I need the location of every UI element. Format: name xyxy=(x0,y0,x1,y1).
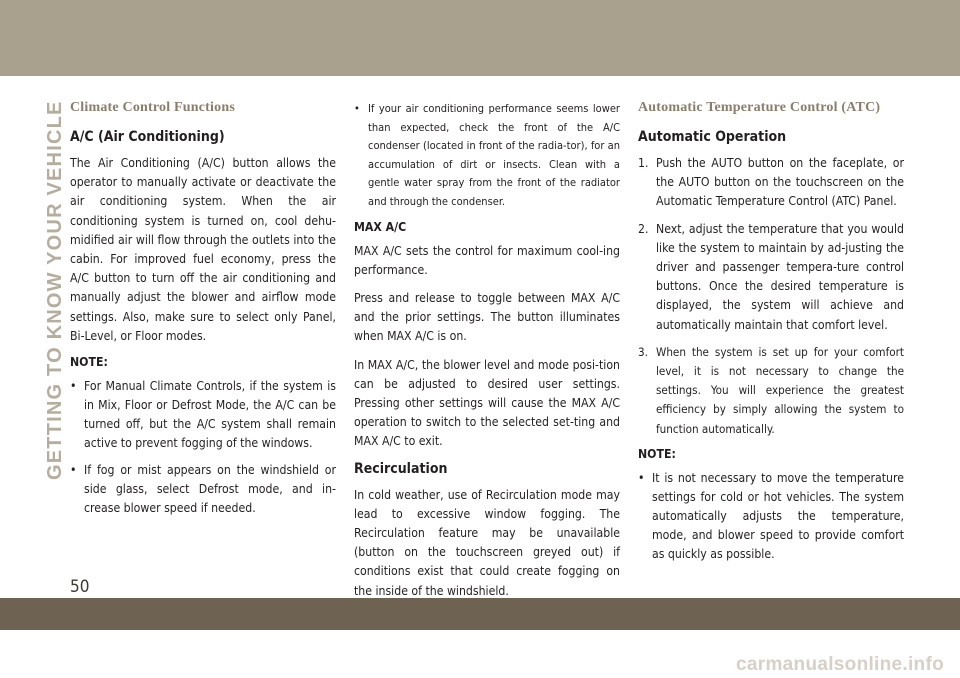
max-ac-paragraph-2: Press and release to toggle between MAX A/C and the prior settings. The button illuminates when MAX A/C is on. xyxy=(354,290,620,344)
note-bullets xyxy=(70,377,336,518)
top-band xyxy=(0,0,960,76)
subheading-ac: A/C (Air Conditioning) xyxy=(70,129,225,145)
watermark-text: carmanualsonline.info xyxy=(736,654,944,675)
max-ac-heading: MAX A/C xyxy=(354,219,407,234)
page-number: 50 xyxy=(70,577,90,597)
step-text: When the system is set up for your comfort level, it is not necessary to change the settings. You will experience the greatest efficiency by simply allowing the system to function automatically. xyxy=(656,344,904,436)
recirculation-heading: Recirculation xyxy=(354,460,448,477)
steps-list xyxy=(638,154,904,439)
step-item xyxy=(638,343,904,439)
subheading-automatic-operation: Automatic Operation xyxy=(638,129,787,145)
column-3 xyxy=(638,100,904,572)
note-label: NOTE: xyxy=(70,355,108,370)
column-2 xyxy=(354,100,620,610)
bullet-item: • If fog or mist appears on the windshield or side glass, select Defrost mode, and in-crease blower speed if needed. xyxy=(70,461,336,518)
max-ac-paragraph-1: MAX A/C sets the control for maximum cool-ing performance. xyxy=(354,243,620,277)
note-bullets xyxy=(638,469,904,564)
step-number: 2. xyxy=(638,221,649,236)
section-heading-atc: Automatic Temperature Control (ATC) xyxy=(638,100,881,115)
step-item xyxy=(638,220,904,335)
column-1 xyxy=(70,100,336,526)
bullet-item: • For Manual Climate Controls, if the system is in Mix, Floor or Defrost Mode, the A/C can be turned off, but the A/C system shall remain active to prevent fogging of the windows. xyxy=(70,377,336,453)
bullet-item: • If your air conditioning performance seems lower than expected, check the front of the A/C condenser (located in front of the radia-tor), for an accumulation of dirt or insects. Clean with a gentle water spray from the front of the radiator and through the condenser. xyxy=(354,100,620,212)
section-side-label: GETTING TO KNOW YOUR VEHICLE xyxy=(44,100,66,480)
max-ac-paragraph-3: In MAX A/C, the blower level and mode posi-tion can be adjusted to desired user settings. Pressing other settings will cause the MAX A/C operation to switch to the selected set-ting and MAX A/C to exit. xyxy=(354,357,620,449)
ac-paragraph: The Air Conditioning (A/C) button allows the operator to manually activate or deactivate the air conditioning system. When the air conditioning system is turned on, cool dehu-midified air will flow through the outlets into the cabin. For improved fuel economy, press the A/C button to turn off the air conditioning and manually adjust the blower and airflow mode settings. Also, make sure to select only Panel, Bi-Level, or Floor modes. xyxy=(70,156,336,343)
step-text: Push the AUTO button on the faceplate, or the AUTO button on the touchscreen on the Automatic Temperature Control (ATC) Panel. xyxy=(656,156,904,209)
bullet-item: • It is not necessary to move the temperature settings for cold or hot vehicles. The system automatically adjusts the temperature, mode, and blower speed to provide comfort as quickly as possible. xyxy=(638,469,904,564)
step-item xyxy=(638,154,904,212)
step-number: 3. xyxy=(638,344,648,359)
note-label: NOTE: xyxy=(638,446,676,461)
section-heading-climate: Climate Control Functions xyxy=(70,100,235,115)
recirculation-paragraph: In cold weather, use of Recirculation mode may lead to excessive window fogging. The Recirculation feature may be unavailable (button on the touchscreen greyed out) if conditions exist that could create fogging on the inside of the windshield. xyxy=(354,487,620,598)
condenser-bullet-list xyxy=(354,100,620,212)
step-text: Next, adjust the temperature that you would like the system to maintain by ad-justing the driver and passenger tempera-ture control buttons. Once the desired temperature is displayed, the system will achieve and automatically maintain that comfort level. xyxy=(656,221,904,332)
step-number: 1. xyxy=(638,156,649,170)
